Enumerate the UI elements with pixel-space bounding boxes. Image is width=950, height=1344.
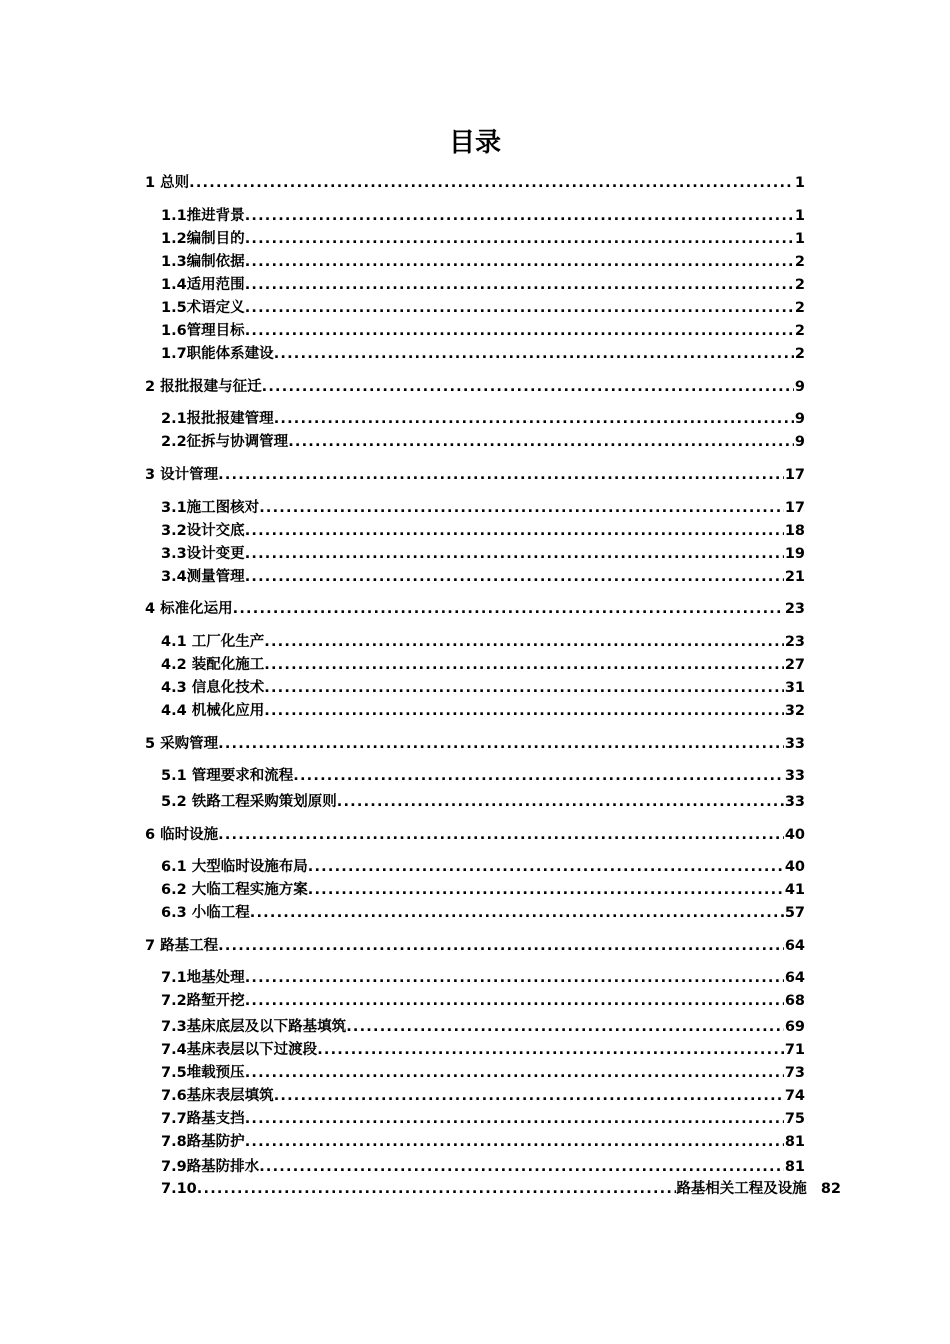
- toc-page: 27: [784, 657, 805, 673]
- toc-page: 1: [794, 208, 805, 224]
- dot-leader: [245, 208, 794, 224]
- toc-label: 5.1 管理要求和流程: [161, 768, 294, 784]
- dot-leader: [245, 323, 794, 339]
- dot-leader: [245, 546, 784, 562]
- toc-page: 32: [784, 703, 805, 719]
- dot-leader: [245, 300, 794, 316]
- toc-label: 4.4 机械化应用: [161, 703, 265, 719]
- dot-leader: [264, 703, 784, 719]
- toc-entry[interactable]: [145, 597, 805, 619]
- toc-label: 3 设计管理: [145, 467, 219, 483]
- toc-page: 68: [784, 993, 805, 1009]
- toc-entry[interactable]: [161, 764, 805, 786]
- toc-label: 4 标准化运用: [145, 601, 233, 617]
- toc-label: 3.1施工图核对: [161, 500, 260, 516]
- toc-page: 1: [794, 231, 805, 247]
- toc-label: 1.3编制依据: [161, 254, 245, 270]
- toc-entry[interactable]: [161, 342, 805, 364]
- toc-entry[interactable]: [161, 565, 805, 587]
- toc-page: 33: [784, 794, 805, 810]
- toc-entry[interactable]: [145, 732, 805, 754]
- toc-entry[interactable]: [145, 171, 805, 193]
- toc-entry[interactable]: [161, 989, 805, 1011]
- toc-entry[interactable]: [161, 1177, 841, 1199]
- toc-label: 7.10: [161, 1181, 197, 1197]
- toc-page: 82: [820, 1181, 841, 1197]
- toc-page: 40: [784, 827, 805, 843]
- toc-page: 23: [784, 601, 805, 617]
- toc-label: 5.2 铁路工程采购策划原则: [161, 794, 337, 810]
- toc-entry[interactable]: [161, 542, 805, 564]
- toc-label: 2.2征拆与协调管理: [161, 434, 289, 450]
- toc-label: 7.3基床底层及以下路基填筑: [161, 1019, 347, 1035]
- toc-label: 4.3 信息化技术: [161, 680, 265, 696]
- toc-label: 1.1推进背景: [161, 208, 245, 224]
- toc-page: 57: [784, 905, 805, 921]
- toc-label: 7 路基工程: [145, 938, 219, 954]
- toc-entry[interactable]: [161, 407, 805, 429]
- toc-page: 9: [794, 411, 805, 427]
- toc-label: 4.2 装配化施工: [161, 657, 265, 673]
- dot-leader: [197, 1181, 677, 1197]
- toc-page: 19: [784, 546, 805, 562]
- toc-label: 6 临时设施: [145, 827, 219, 843]
- dot-leader: [245, 993, 784, 1009]
- toc-label: 1.4适用范围: [161, 277, 245, 293]
- dot-leader: [245, 231, 794, 247]
- dot-leader: [264, 680, 784, 696]
- toc-entry[interactable]: [161, 250, 805, 272]
- dot-leader: [245, 277, 794, 293]
- toc-page: 2: [794, 323, 805, 339]
- document-title: 目录: [448, 128, 501, 158]
- dot-leader: [233, 601, 784, 617]
- toc-entry[interactable]: [161, 966, 805, 988]
- toc-entry[interactable]: [161, 630, 805, 652]
- dot-leader: [245, 1134, 784, 1150]
- toc-label: 7.4基床表层以下过渡段: [161, 1042, 318, 1058]
- toc-label: 1.2编制目的: [161, 231, 245, 247]
- toc-label: 1.6管理目标: [161, 323, 245, 339]
- dot-leader: [218, 827, 784, 843]
- toc-label: 7.8路基防护: [161, 1134, 245, 1150]
- dot-leader: [274, 346, 794, 362]
- toc-entry[interactable]: [161, 273, 805, 295]
- toc-page: 64: [784, 938, 805, 954]
- toc-page: 17: [784, 500, 805, 516]
- toc-page: 9: [794, 434, 805, 450]
- toc-entry[interactable]: [161, 653, 805, 675]
- dot-leader: [346, 1019, 784, 1035]
- toc-label: 7.6基床表层填筑: [161, 1088, 274, 1104]
- toc-page: 33: [784, 736, 805, 752]
- dot-leader: [308, 882, 784, 898]
- toc-page: 1: [794, 175, 805, 191]
- toc-page: 18: [784, 523, 805, 539]
- toc-entry[interactable]: [161, 676, 805, 698]
- toc-entry[interactable]: [161, 1130, 805, 1152]
- toc-page: 74: [784, 1088, 805, 1104]
- toc-page: 33: [784, 768, 805, 784]
- toc-label: 4.1 工厂化生产: [161, 634, 265, 650]
- toc-entry[interactable]: [161, 878, 805, 900]
- dot-leader: [218, 467, 784, 483]
- dot-leader: [259, 1159, 784, 1175]
- toc-label: 7.2路堑开挖: [161, 993, 245, 1009]
- dot-leader: [218, 938, 784, 954]
- toc-entry[interactable]: [161, 1015, 805, 1037]
- toc-entry[interactable]: [161, 227, 805, 249]
- toc-entry[interactable]: [161, 319, 805, 341]
- toc-entry[interactable]: [161, 699, 805, 721]
- dot-leader: [259, 500, 784, 516]
- dot-leader: [262, 379, 794, 395]
- toc-label: 6.2 大临工程实施方案: [161, 882, 308, 898]
- toc-label: 3.2设计交底: [161, 523, 245, 539]
- toc-entry[interactable]: [161, 519, 805, 541]
- toc-page: 23: [784, 634, 805, 650]
- toc-entry[interactable]: [161, 1107, 805, 1129]
- toc-label: 2 报批报建与征迁: [145, 379, 262, 395]
- toc-label: 1 总则: [145, 175, 190, 191]
- toc-label: 5 采购管理: [145, 736, 219, 752]
- toc-entry[interactable]: [161, 430, 805, 452]
- toc-page: 71: [784, 1042, 805, 1058]
- toc-label: 3.4测量管理: [161, 569, 245, 585]
- toc-page: 2: [794, 254, 805, 270]
- toc-page: 69: [784, 1019, 805, 1035]
- toc-page: 73: [784, 1065, 805, 1081]
- toc-label: 6.3 小临工程: [161, 905, 250, 921]
- dot-leader: [245, 523, 784, 539]
- toc-label: 7.7路基支挡: [161, 1111, 245, 1127]
- toc-entry[interactable]: [161, 1038, 805, 1060]
- toc-label: 3.3设计变更: [161, 546, 245, 562]
- toc-label: 7.9路基防排水: [161, 1159, 260, 1175]
- toc-page: 17: [784, 467, 805, 483]
- dot-leader: [274, 1088, 784, 1104]
- toc-page: 40: [784, 859, 805, 875]
- dot-leader: [250, 905, 784, 921]
- toc-entry[interactable]: [145, 934, 805, 956]
- toc-entry[interactable]: [161, 1155, 805, 1177]
- toc-page: 64: [784, 970, 805, 986]
- toc-label: 7.1地基处理: [161, 970, 245, 986]
- toc-label: 2.1报批报建管理: [161, 411, 274, 427]
- toc-label: 1.5术语定义: [161, 300, 245, 316]
- toc-entry[interactable]: [161, 496, 805, 518]
- dot-leader: [245, 1111, 784, 1127]
- dot-leader: [308, 859, 784, 875]
- toc-page: 75: [784, 1111, 805, 1127]
- toc-page: 81: [784, 1159, 805, 1175]
- toc-page: 9: [794, 379, 805, 395]
- toc-entry[interactable]: [161, 790, 805, 812]
- toc-page: 31: [784, 680, 805, 696]
- dot-leader: [245, 254, 794, 270]
- dot-leader: [274, 411, 794, 427]
- toc-label: 1.7职能体系建设: [161, 346, 274, 362]
- toc-page: 2: [794, 346, 805, 362]
- toc-label: 6.1 大型临时设施布局: [161, 859, 308, 875]
- toc-entry[interactable]: [161, 296, 805, 318]
- dot-leader: [245, 1065, 784, 1081]
- dot-leader: [189, 175, 794, 191]
- toc-entry[interactable]: [161, 1084, 805, 1106]
- toc-entry[interactable]: [161, 901, 805, 923]
- toc-page: 81: [784, 1134, 805, 1150]
- dot-leader: [337, 794, 784, 810]
- toc-label-tail: 路基相关工程及设施: [676, 1181, 807, 1197]
- dot-leader: [245, 569, 784, 585]
- toc-entry[interactable]: [161, 855, 805, 877]
- toc-page: 41: [784, 882, 805, 898]
- toc-entry[interactable]: [145, 823, 805, 845]
- toc-entry[interactable]: [145, 463, 805, 485]
- dot-leader: [317, 1042, 784, 1058]
- toc-page: 21: [784, 569, 805, 585]
- toc-label: 7.5堆载预压: [161, 1065, 245, 1081]
- toc-entry[interactable]: [145, 375, 805, 397]
- toc-entry[interactable]: [161, 1061, 805, 1083]
- dot-leader: [293, 768, 784, 784]
- toc-page: 2: [794, 300, 805, 316]
- dot-leader: [288, 434, 794, 450]
- dot-leader: [218, 736, 784, 752]
- dot-leader: [264, 634, 784, 650]
- dot-leader: [245, 970, 784, 986]
- toc-page: 2: [794, 277, 805, 293]
- toc-entry[interactable]: [161, 204, 805, 226]
- dot-leader: [264, 657, 784, 673]
